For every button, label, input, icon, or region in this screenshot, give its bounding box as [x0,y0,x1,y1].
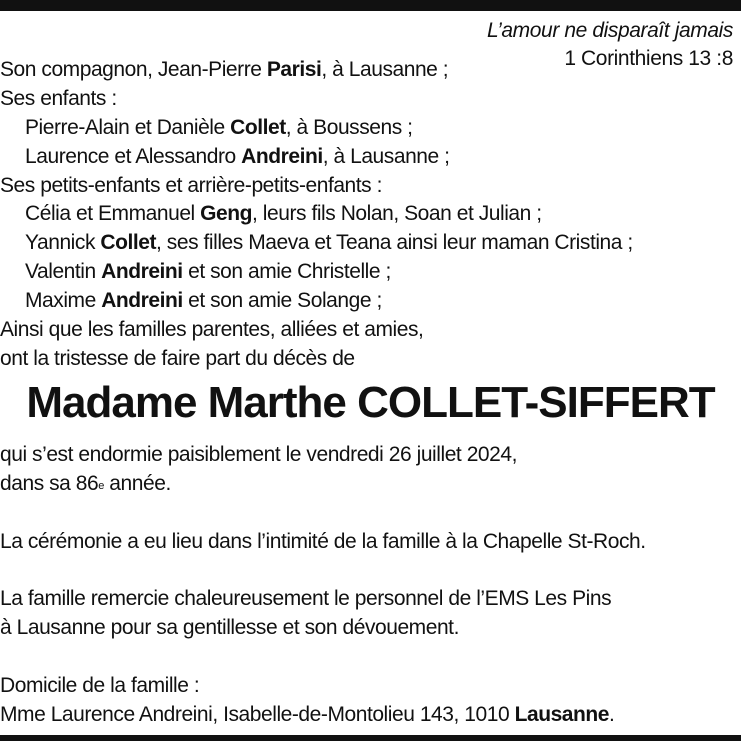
thanks-line: à Lausanne pour sa gentillesse et son dévouement. [0,616,459,640]
age-prefix: dans sa 86 [0,471,99,495]
relatives-line: Ainsi que les familles parentes, alliées et amies, [0,318,424,342]
thanks-line: La famille remercie chaleureusement le personnel de l’EMS Les Pins [0,587,612,611]
deceased-name: Madame Marthe COLLET-SIFFERT [26,378,715,427]
age-suffix: année. [103,471,171,495]
child-prefix: Laurence et Alessandro [25,144,242,168]
spacer [0,643,741,672]
child-suffix: , à Lausanne ; [322,144,450,168]
grandchild-suffix: et son amie Christelle ; [182,260,391,284]
child-line [0,114,741,143]
grandchild-line [0,258,741,287]
grandchild-suffix: , leurs fils Nolan, Soan et Julian ; [252,202,542,226]
grandchild-surname: Andreini [101,289,183,313]
child-line [0,143,741,172]
epigraph-quote: L’amour ne disparaît jamais [487,19,733,42]
companion-line [0,56,741,85]
epigraph-reference: 1 Corinthiens 13 :8 [564,47,733,70]
grandchild-suffix: , ses filles Maeva et Teana ainsi leur maman Cristina ; [156,231,633,255]
ceremony-line: La cérémonie a eu lieu dans l’intimité de la famille à la Chapelle St-Roch. [0,529,646,553]
death-line: qui s’est endormie paisiblement le vendredi 26 juillet 2024, [0,443,517,466]
grandchild-prefix: Maxime [25,289,102,313]
grandchild-line [0,287,741,316]
child-prefix: Pierre-Alain et Danièle [25,115,231,139]
bottom-rule [0,735,741,741]
grandchild-line [0,229,741,258]
domicile-line [0,701,741,730]
grandchild-surname: Andreini [101,260,183,284]
companion-surname: Parisi [266,58,322,81]
grandchild-surname: Geng [200,202,253,226]
domicile-heading: Domicile de la famille : [0,674,200,698]
children-heading: Ses enfants : [0,86,117,110]
grandchild-prefix: Valentin [25,260,102,284]
top-rule [0,0,741,11]
domicile-prefix: Mme Laurence Andreini, Isabelle-de-Montolieu 143, 1010 [0,703,515,727]
grandchild-surname: Collet [100,231,157,255]
grandchild-prefix: Célia et Emmanuel [25,202,201,226]
notice-details [0,441,741,730]
grandchild-suffix: et son amie Solange ; [182,289,382,313]
child-surname: Andreini [241,144,323,168]
spacer [0,499,741,528]
companion-suffix: , à Lausanne ; [321,58,449,81]
family-list [0,56,741,374]
spacer [0,557,741,586]
child-suffix: , à Boussens ; [285,115,413,139]
grandchild-prefix: Yannick [25,231,101,255]
grandchild-line [0,200,741,229]
child-surname: Collet [230,115,286,139]
domicile-city: Lausanne [514,703,610,727]
domicile-suffix: . [609,703,615,727]
companion-prefix: Son compagnon, Jean-Pierre [0,58,267,81]
announcement-line: ont la tristesse de faire part du décès de [0,346,355,370]
age-line [0,470,741,499]
age-superscript: e [98,479,104,492]
grandchildren-heading: Ses petits-enfants et arrière-petits-enfants : [0,173,382,197]
